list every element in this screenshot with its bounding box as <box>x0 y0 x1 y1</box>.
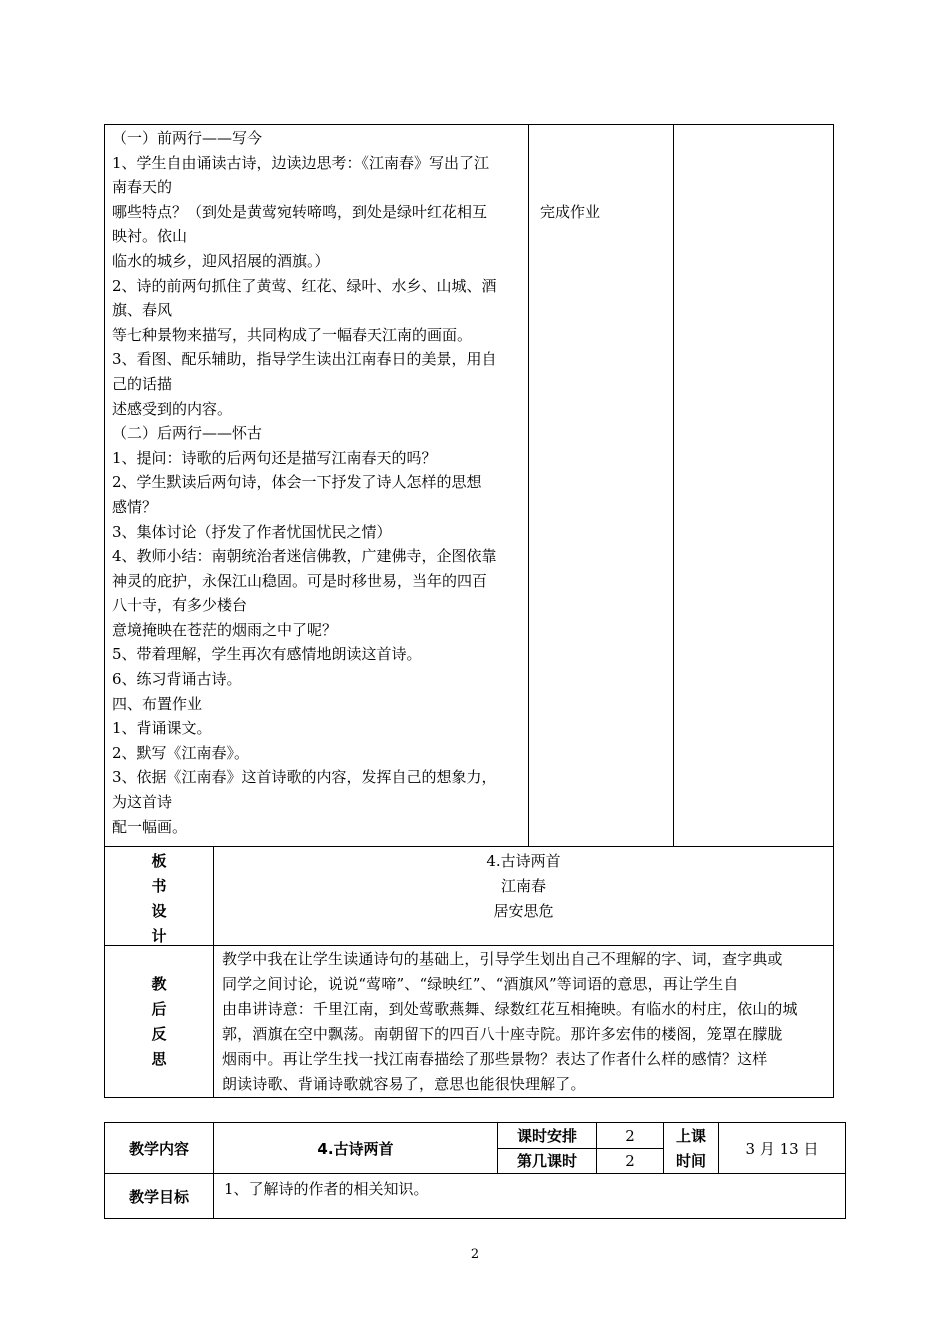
lower-table-right-border <box>845 1122 846 1219</box>
upper-table-left-border <box>104 124 105 1098</box>
board-design-label <box>105 849 213 949</box>
lesson-line: 南春天的 <box>112 178 173 197</box>
board-label-char: 设 <box>151 902 167 920</box>
lesson-line: 临水的城乡，迎风招展的酒旗。） <box>112 251 330 270</box>
reflection-line: 烟雨中。再让学生找一找江南春描绘了那些景物？表达了作者什么样的感情？这样 <box>222 1050 768 1068</box>
reflection-line: 朗读诗歌、背诵诗歌就容易了，意思也能很快理解了。 <box>222 1075 586 1093</box>
lesson-line: 3、依据《江南春》这首诗歌的内容，发挥自己的想象力， <box>112 768 497 787</box>
reflection-content <box>222 947 828 1097</box>
lesson-line: 配一幅画。 <box>112 817 188 836</box>
lesson-line: （二）后两行——怀古 <box>112 424 263 443</box>
reflection-label-char: 反 <box>151 1025 167 1043</box>
lesson-line: 6、练习背诵古诗。 <box>112 670 242 689</box>
upper-table-top-border <box>104 124 834 125</box>
lesson-line: 四、布置作业 <box>112 694 203 713</box>
page-number: 2 <box>470 1247 480 1262</box>
lesson-line: 3、看图、配乐辅助，指导学生读出江南春日的美景，用自 <box>112 350 497 369</box>
lesson-line: 旗、春风 <box>112 301 173 320</box>
lesson-line: 意境掩映在苍茫的烟雨之中了呢？ <box>112 620 338 639</box>
lesson-line: （一）前两行——写今 <box>112 129 263 147</box>
lesson-line: 5、带着理解，学生再次有感情地朗读这首诗。 <box>112 645 422 664</box>
lesson-line: 己的话描 <box>112 374 173 393</box>
reflection-line: 由串讲诗意：千里江南，到处莺歌燕舞、绿数红花互相掩映。有临水的村庄，依山的城 <box>222 1000 798 1018</box>
lesson-line: 4、教师小结：南朝统治者迷信佛教，广建佛寺，企图依靠 <box>112 547 497 566</box>
lower-table-mid-border <box>104 1173 846 1174</box>
lesson-line: 映衬。依山 <box>112 227 188 246</box>
divider-content-activity <box>528 124 529 846</box>
board-line: 居安思危 <box>493 902 554 920</box>
student-activity: 完成作业 <box>540 203 601 221</box>
reflection-line: 同学之间讨论，说说“莺啼”、“绿映红”、“酒旗风”等词语的意思，再让学生自 <box>222 975 739 993</box>
lesson-line: 2、默写《江南春》。 <box>112 743 250 762</box>
reflection-line: 郭，酒旗在空中飘荡。南朝留下的四百八十座寺院。那许多宏伟的楼阁，笼罩在朦胧 <box>222 1025 783 1043</box>
lesson-line: 哪些特点？（到处是黄莺宛转啼鸣，到处是绿叶红花相互 <box>112 202 488 221</box>
divider-activity-notes <box>673 124 674 846</box>
content-label: 教学内容 <box>128 1140 189 1158</box>
content-value: 4.古诗两首 <box>317 1140 394 1158</box>
lesson-line: 感情？ <box>112 497 158 516</box>
lesson-line: 神灵的庇护，永保江山稳固。可是时移世易，当年的四百 <box>112 571 488 590</box>
reflection-label-char: 思 <box>151 1050 167 1068</box>
lesson-line: 为这首诗 <box>112 793 173 812</box>
reflection-label-char: 后 <box>151 1000 167 1018</box>
lesson-line: 2、学生默读后两句诗，体会一下抒发了诗人怎样的思想 <box>112 473 482 492</box>
reflection-line: 教学中我在让学生读通诗句的基础上，引导学生划出自己不理解的字、词，查字典或 <box>222 950 783 968</box>
board-label-char: 书 <box>151 877 167 895</box>
upper-table-right-border <box>833 124 834 1098</box>
board-line: 江南春 <box>500 877 546 895</box>
goal-text: 1、了解诗的作者的相关知识。 <box>224 1180 429 1198</box>
which-lesson-label: 第几课时 <box>516 1152 577 1170</box>
board-line-title: 4.古诗两首 <box>486 852 561 870</box>
lesson-process-text <box>112 126 524 839</box>
lesson-line: 八十寺，有多少楼台 <box>112 596 248 615</box>
which-lesson-value: 2 <box>625 1152 635 1170</box>
reflection-label-char: 教 <box>151 975 167 993</box>
board-label-char: 计 <box>151 927 167 945</box>
lesson-line: 3、集体讨论（抒发了作者忧国忧民之情） <box>112 522 392 541</box>
reflection-label <box>105 972 213 1072</box>
lesson-line: 述感受到的内容。 <box>112 399 233 418</box>
class-date: 3 月 13 日 <box>745 1140 819 1158</box>
lower-table-bottom-border <box>104 1218 846 1219</box>
schedule-label: 课时安排 <box>516 1127 577 1145</box>
goal-label: 教学目标 <box>128 1188 189 1206</box>
lesson-line: 1、提问：诗歌的后两句还是描写江南春天的吗？ <box>112 448 437 467</box>
class-time-label-top: 上课 <box>675 1127 706 1145</box>
lower-table-top-border <box>104 1122 846 1123</box>
schedule-value: 2 <box>625 1127 635 1145</box>
board-design-content <box>214 849 833 924</box>
lesson-line: 1、背诵课文。 <box>112 719 212 738</box>
lesson-line: 1、学生自由诵读古诗，边读边思考：《江南春》写出了江 <box>112 153 490 172</box>
lesson-line: 2、诗的前两句抓住了黄莺、红花、绿叶、水乡、山城、酒 <box>112 276 497 295</box>
lesson-line: 等七种景物来描写，共同构成了一幅春天江南的画面。 <box>112 325 473 344</box>
class-time-label-bottom: 时间 <box>675 1152 706 1170</box>
board-label-char: 板 <box>151 852 167 870</box>
